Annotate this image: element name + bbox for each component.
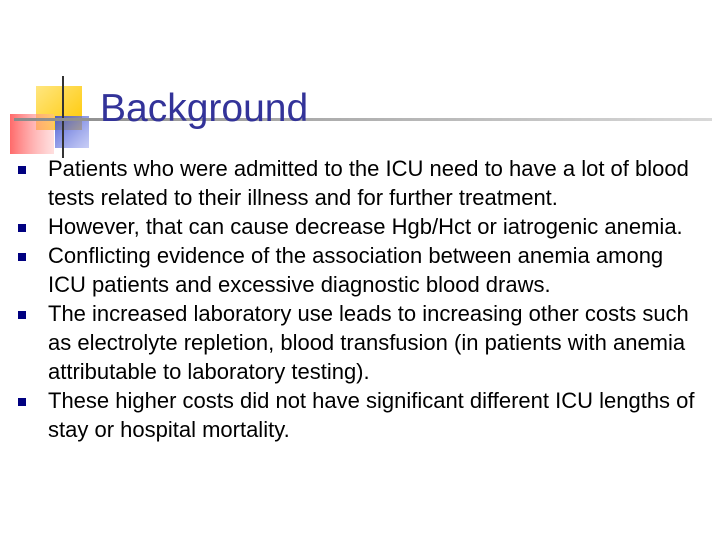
square-bullet-icon (18, 166, 26, 174)
square-bullet-icon (18, 224, 26, 232)
square-bullet-icon (18, 311, 26, 319)
slide-title: Background (100, 87, 309, 130)
bullet-text: These higher costs did not have significant different ICU lengths of stay or hospital mortality. (48, 388, 695, 442)
bullet-item (0, 299, 720, 386)
square-bullet-icon (18, 398, 26, 406)
bullet-text: Patients who were admitted to the ICU need to have a lot of blood tests related to their illness and for further treatment. (48, 156, 689, 210)
square-bullet-icon (18, 253, 26, 261)
bullet-text: Conflicting evidence of the association between anemia among ICU patients and excessive diagnostic blood draws. (48, 243, 664, 297)
bullet-text: The increased laboratory use leads to increasing other costs such as electrolyte repletion, blood transfusion (in patients with anemia attributable to laboratory testing). (48, 301, 689, 384)
bullet-item (0, 154, 720, 212)
title-decoration (0, 0, 720, 160)
bullet-text: However, that can cause decrease Hgb/Hct or iatrogenic anemia. (48, 214, 683, 239)
bullet-list (0, 154, 720, 444)
bullet-item (0, 212, 720, 241)
bullet-item (0, 386, 720, 444)
bullet-item (0, 241, 720, 299)
